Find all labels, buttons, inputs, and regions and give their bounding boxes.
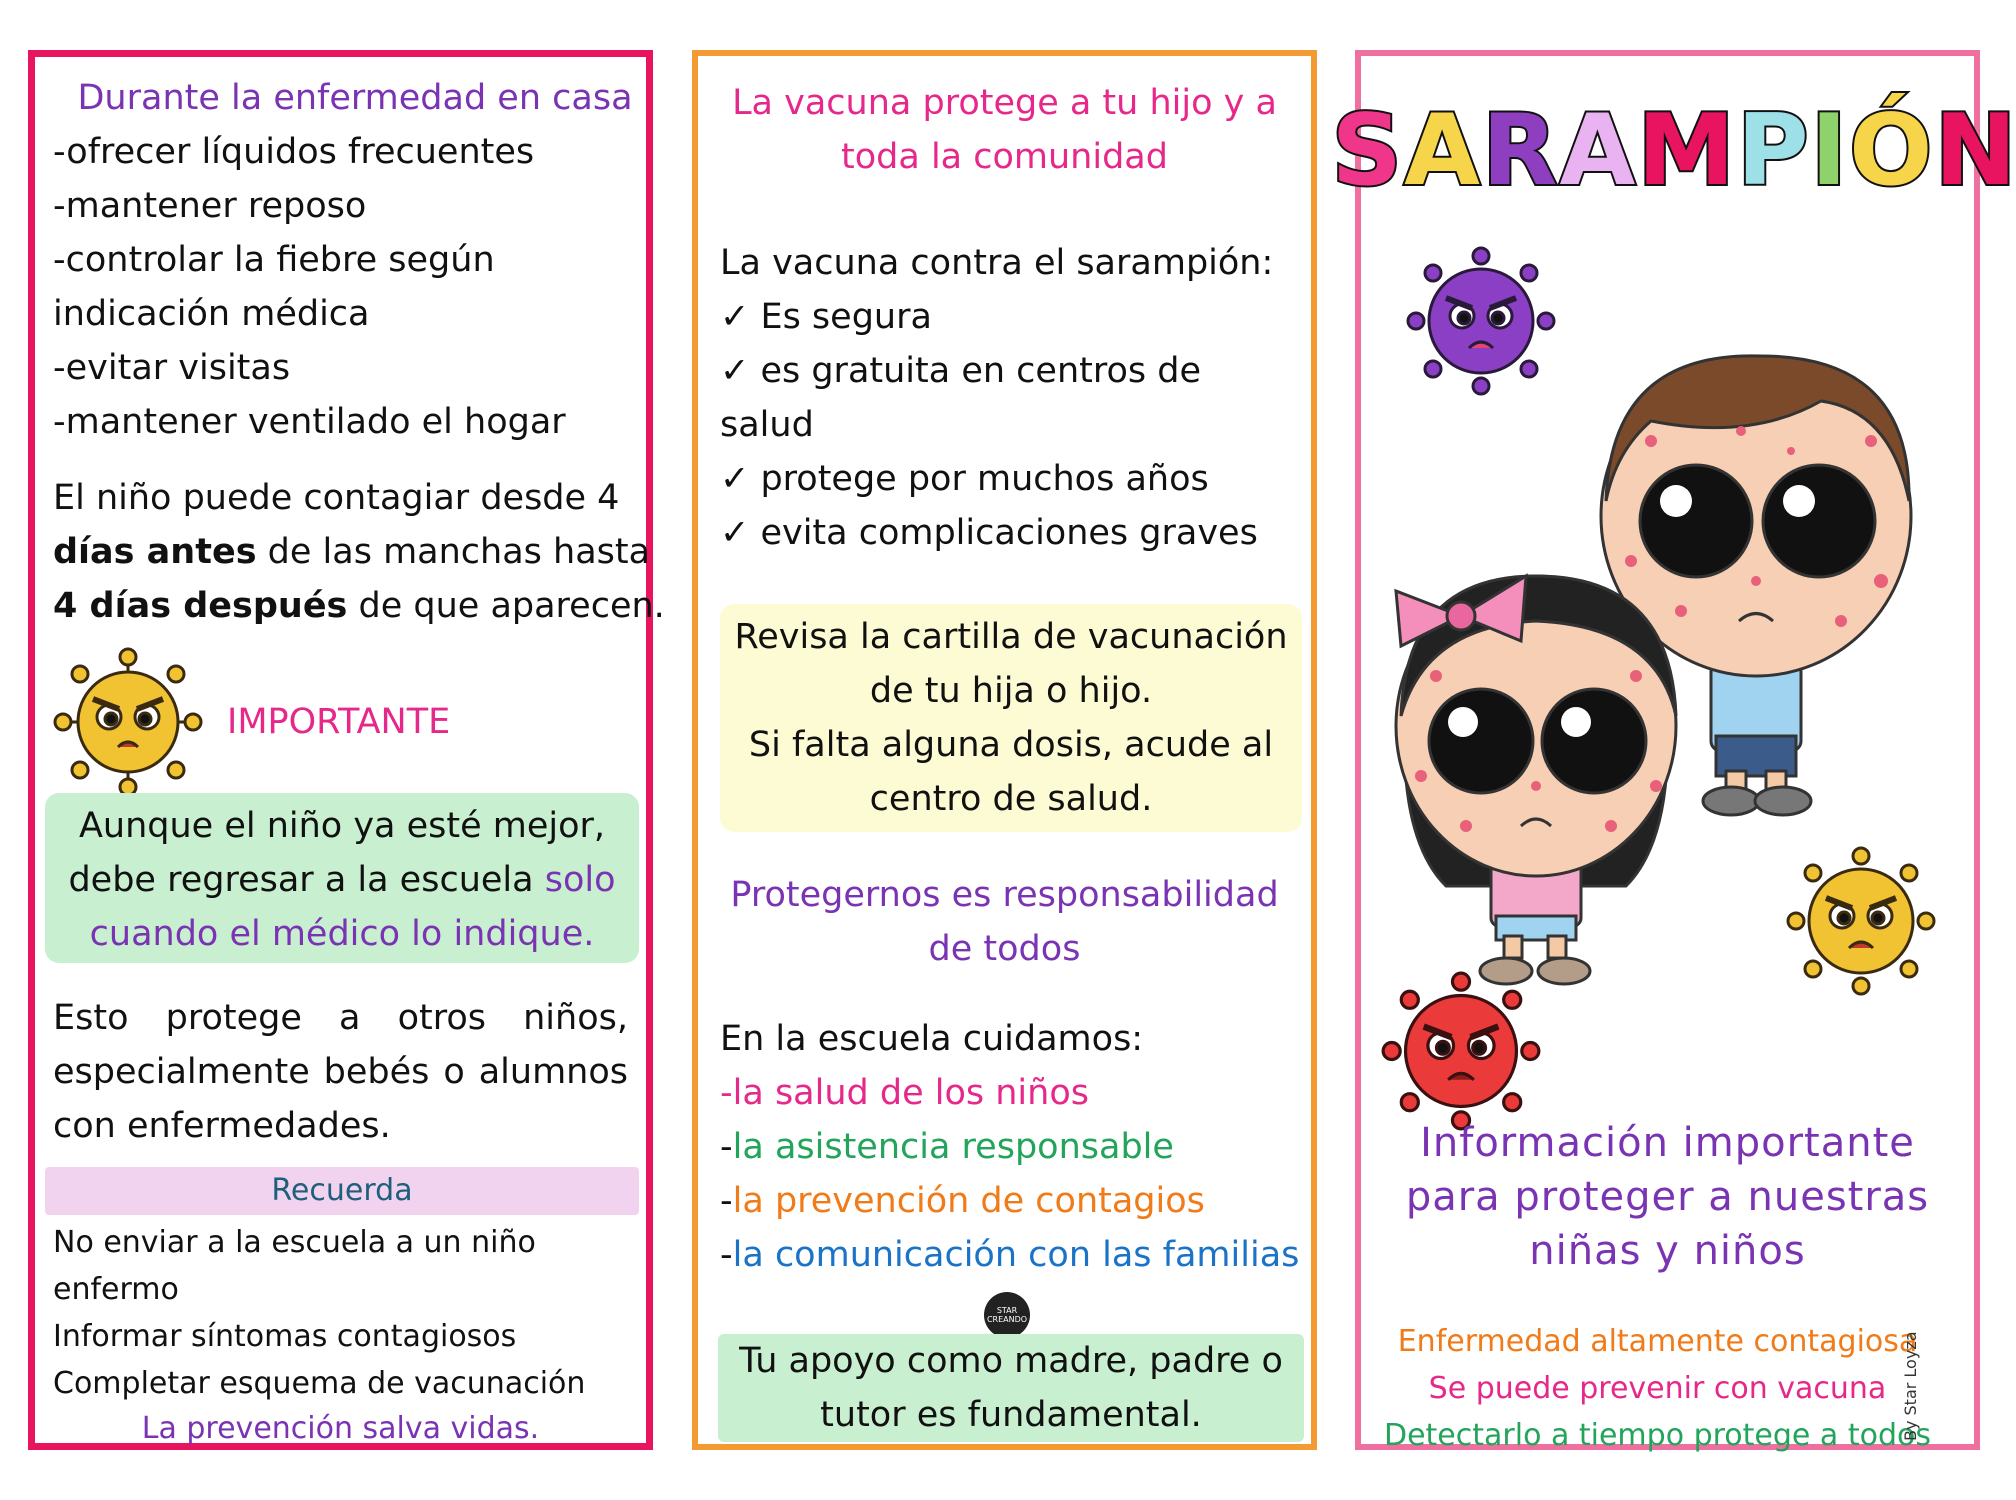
yellow-virus-icon [1786, 846, 1936, 996]
word: otros [397, 998, 486, 1038]
list-item: indicación médica [53, 294, 370, 334]
star-creando-logo [984, 1292, 1030, 1338]
vaccine-heading-2: toda la comunidad [841, 137, 1168, 177]
remember-item: enfermo [53, 1272, 179, 1307]
fact-detect: Detectarlo a tiempo protege a todos [1383, 1418, 1931, 1453]
title-letter: Ó [1849, 94, 1933, 208]
title-letter: P [1736, 94, 1809, 208]
responsibility-heading-1: Protegernos es responsabilidad [730, 875, 1279, 915]
remember-bar [45, 1167, 639, 1215]
remember-item: Informar síntomas contagiosos [53, 1319, 517, 1354]
word: protege [165, 998, 302, 1038]
sick-girl-illustration [1386, 536, 1696, 996]
return-line-1: Aunque el niño ya esté mejor, [78, 806, 606, 846]
heading-home-care: Durante la enfermedad en casa [77, 78, 633, 118]
protect-line-3: con enfermedades. [53, 1106, 391, 1146]
subtitle-line: Información importante [1420, 1120, 1915, 1166]
return-line-2b: solo [544, 860, 616, 900]
dash: - [720, 1127, 733, 1167]
check-item: ✓ es gratuita en centros de [720, 351, 1201, 391]
support-box [718, 1334, 1304, 1442]
yellow-virus-icon [53, 647, 203, 797]
word: Esto [53, 998, 129, 1038]
purple-virus-icon [1406, 246, 1556, 396]
important-label: IMPORTANTE [227, 702, 451, 742]
author-credit: By Star Loyza [1901, 1331, 1920, 1441]
remember-item: Completar esquema de vacunación [53, 1366, 586, 1401]
contagion-line-3 [53, 579, 665, 633]
word: alumnos [478, 1052, 628, 1092]
sarampion-title [1331, 94, 2016, 208]
word: bebés [323, 1052, 430, 1092]
list-item: -controlar la fiebre según [53, 240, 495, 280]
return-line-2a: debe regresar a la escuela [68, 860, 545, 900]
responsibility-heading-2: de todos [928, 929, 1081, 969]
remember-item: No enviar a la escuela a un niño [53, 1225, 536, 1260]
title-letter: N [1934, 94, 2016, 208]
title-letter: M [1637, 94, 1735, 208]
return-line-2 [45, 853, 639, 907]
panel-cover [1331, 50, 2016, 1453]
contagion-rest: de las manchas hasta [256, 532, 651, 572]
list-item: -ofrecer líquidos frecuentes [53, 132, 535, 172]
check-item: ✓ evita complicaciones graves [720, 513, 1258, 553]
panel-home-care [28, 50, 665, 1450]
dash: - [720, 1073, 733, 1113]
red-virus-icon [1381, 971, 1541, 1131]
protect-line-2 [53, 1045, 628, 1099]
vaccine-heading-1: La vacuna protege a tu hijo y a [732, 83, 1277, 123]
remember-title: Recuerda [271, 1173, 413, 1208]
word: a [339, 998, 361, 1038]
list-item: -evitar visitas [53, 348, 291, 388]
panel-vaccine [692, 50, 1317, 1450]
school-item-text: la asistencia responsable [732, 1127, 1174, 1167]
support-line: tutor es fundamental. [820, 1395, 1202, 1435]
title-letter: A [1404, 94, 1480, 208]
contagion-bold-after: 4 días después [53, 586, 348, 626]
school-item [720, 1174, 1205, 1228]
check-item: ✓ protege por muchos años [720, 459, 1209, 499]
title-letter: S [1331, 94, 1403, 208]
school-intro: En la escuela cuidamos: [720, 1019, 1144, 1059]
list-item: -mantener ventilado el hogar [53, 402, 566, 442]
subtitle-line: niñas y niños [1529, 1228, 1806, 1274]
word: o [443, 1052, 465, 1092]
school-item [720, 1228, 1299, 1282]
return-school-box [45, 793, 639, 963]
school-item-text: la prevención de contagios [732, 1181, 1205, 1221]
logo-word: STAR [996, 1306, 1018, 1315]
dash: - [720, 1181, 733, 1221]
dash: - [720, 1235, 733, 1275]
contagion-rest: de que aparecen. [347, 586, 665, 626]
check-item: salud [720, 405, 814, 445]
contagion-bold-before: días antes [53, 532, 257, 572]
contagion-line-1: El niño puede contagiar desde 4 [53, 478, 620, 518]
fact-contagious: Enfermedad altamente contagiosa [1397, 1324, 1918, 1359]
vaccine-intro: La vacuna contra el sarampión: [720, 243, 1274, 283]
card-line: de tu hija o hijo. [869, 671, 1153, 711]
word: niños, [523, 998, 628, 1038]
school-item [720, 1120, 1174, 1174]
vaccination-card-box [720, 604, 1302, 832]
card-line: centro de salud. [869, 779, 1153, 819]
subtitle-line: para proteger a nuestras [1405, 1174, 1930, 1220]
title-letter: R [1481, 94, 1558, 208]
protect-line-1 [53, 991, 628, 1045]
school-item-text: la salud de los niños [732, 1073, 1089, 1113]
word: especialmente [53, 1052, 310, 1092]
title-letter: I [1810, 94, 1848, 208]
return-line-3: cuando el médico lo indique. [89, 914, 595, 954]
list-item: -mantener reposo [53, 186, 367, 226]
title-letter: A [1559, 94, 1636, 208]
check-item: ✓ Es segura [720, 297, 932, 337]
fact-vaccine: Se puede prevenir con vacuna [1428, 1371, 1887, 1406]
logo-word: CREANDO [986, 1315, 1028, 1324]
school-item [720, 1066, 1089, 1120]
prevention-footer: La prevención salva vidas. [141, 1411, 540, 1446]
card-line: Revisa la cartilla de vacunación [734, 617, 1288, 657]
support-line: Tu apoyo como madre, padre o [739, 1341, 1283, 1381]
school-item-text: la comunicación con las familias [732, 1235, 1300, 1275]
contagion-line-2 [53, 525, 650, 579]
card-line: Si falta alguna dosis, acude al [748, 725, 1274, 765]
